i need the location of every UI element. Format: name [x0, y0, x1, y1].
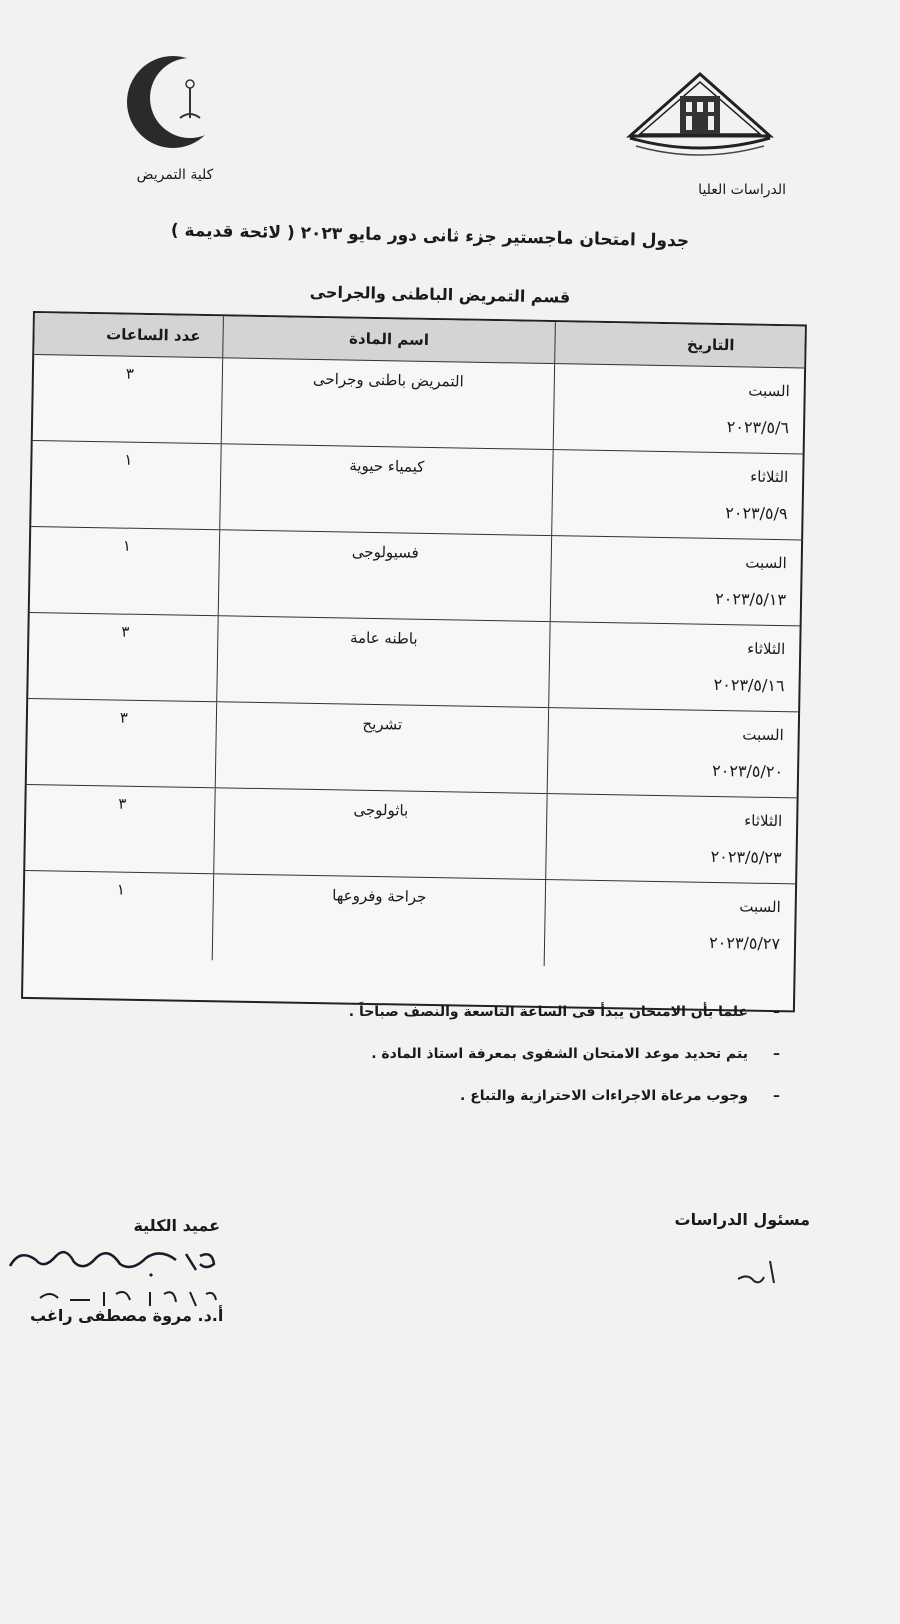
date-cell: [550, 536, 801, 625]
date-value: ٢٠٢٣/٥/٢٧: [708, 932, 781, 954]
table-row: [24, 871, 795, 970]
date-cell: [547, 708, 798, 797]
date-value: ٢٠٢٣/٥/٦: [726, 417, 790, 438]
day-name: السبت: [742, 725, 784, 745]
date-cell: [548, 622, 799, 711]
list-item: [260, 1004, 780, 1046]
table-row: [31, 441, 802, 540]
date-cell: [553, 364, 804, 453]
department-title: قسم التمريض الباطنى والجراحى: [309, 282, 571, 307]
day-name: السبت: [748, 381, 790, 401]
notes-list: [260, 1004, 780, 1130]
subject-cell: جراحة وفروعها: [212, 874, 545, 966]
hours-cell: ٣: [121, 622, 130, 641]
page-title: جدول امتحان ماجستير جزء ثانى دور مايو ٢٠٢٣ ( لائحة قديمة ): [170, 220, 690, 252]
header-date: التاريخ: [554, 322, 805, 367]
hours-cell: ١: [124, 450, 133, 469]
date-value: ٢٠٢٣/٥/٢٠: [711, 760, 784, 782]
list-item: [260, 1088, 780, 1130]
date-value: ٢٠٢٣/٥/٢٣: [710, 846, 782, 868]
subject-cell: فسيولوجى: [218, 530, 551, 621]
nursing-college-label: كلية التمريض: [136, 167, 214, 183]
subject-cell: باثولوجى: [213, 788, 546, 879]
day-name: الثلاثاء: [747, 639, 786, 659]
day-name: الثلاثاء: [750, 467, 789, 487]
date-value: ٢٠٢٣/٥/١٦: [713, 674, 785, 696]
date-cell: [551, 450, 802, 539]
note-text: علما بأن الامتحان يبدأ فى الساعة التاسعة والنصف صباحاً .: [348, 1004, 748, 1020]
nursing-crescent-logo-icon: [118, 52, 238, 162]
subject-cell: باطنه عامة: [216, 616, 549, 707]
bullet-dash: –: [773, 1004, 780, 1020]
graduate-studies-label: الدراسات العليا: [698, 182, 786, 198]
studies-officer-title: مسئول الدراسات: [674, 1210, 810, 1229]
dean-name: أ.د. مروة مصطفى راغب: [30, 1306, 224, 1325]
subject-cell: كيمياء حيوية: [219, 444, 552, 535]
dean-title: عميد الكلية: [133, 1216, 220, 1235]
table-row: [27, 699, 798, 798]
table-row: [30, 527, 801, 626]
subject-cell: تشريح: [215, 702, 548, 793]
header-subject: اسم المادة: [222, 316, 555, 363]
table-row: [33, 355, 804, 454]
date-value: ٢٠٢٣/٥/٩: [725, 503, 788, 524]
note-text: يتم تحديد موعد الامتحان الشفوى بمعرفة استاذ المادة .: [371, 1046, 748, 1062]
date-cell: [544, 880, 795, 970]
university-logo-icon: [620, 66, 780, 166]
day-name: الثلاثاء: [744, 811, 783, 831]
hours-cell: ٣: [119, 708, 129, 727]
table-row: [25, 785, 796, 884]
hours-cell: ٣: [125, 364, 135, 383]
exam-schedule-table: [21, 311, 807, 1012]
bullet-dash: –: [773, 1046, 780, 1062]
hours-cell: ١: [116, 880, 126, 899]
date-cell: [545, 794, 796, 883]
subject-cell: التمريض باطنى وجراحى: [221, 358, 554, 449]
studies-officer-signature: [730, 1255, 790, 1295]
list-item: [260, 1046, 780, 1088]
table-row: [28, 613, 799, 712]
bullet-dash: –: [773, 1088, 780, 1104]
day-name: السبت: [745, 553, 787, 573]
note-text: وجوب مرعاة الاجراءات الاحترازية والتباع .: [460, 1088, 748, 1104]
hours-cell: ١: [122, 536, 132, 555]
date-value: ٢٠٢٣/٥/١٣: [714, 588, 787, 610]
header-hours: عدد الساعات: [105, 325, 201, 345]
day-name: السبت: [739, 897, 781, 917]
hours-cell: ٣: [118, 794, 127, 813]
